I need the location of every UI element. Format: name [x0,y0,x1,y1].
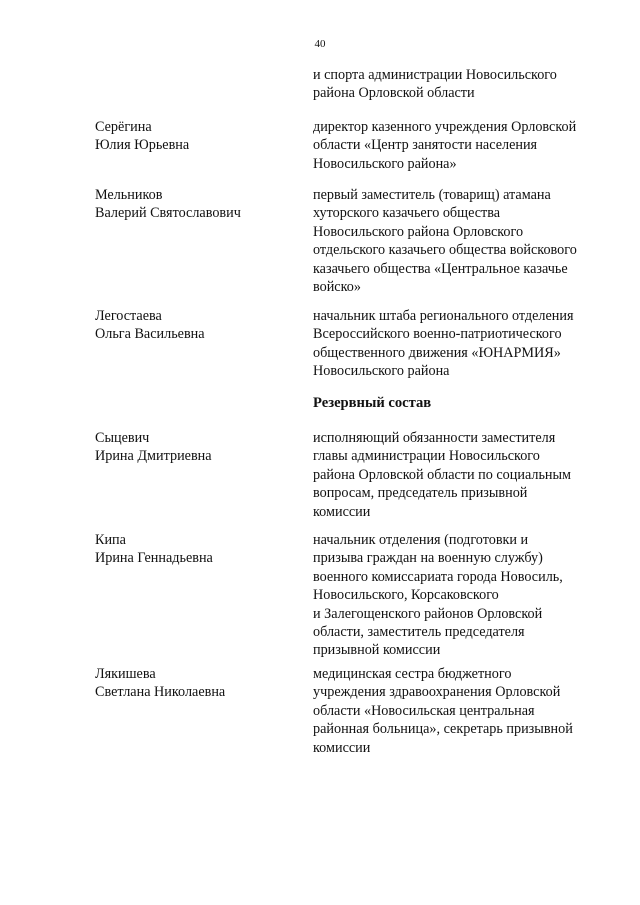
text-line: призывной комиссии [313,642,441,659]
text-line: области, заместитель председателя [313,624,525,641]
given-names: Валерий Святославович [95,205,241,222]
section-heading: Резервный состав [313,395,432,411]
text-line: комиссии [313,503,371,520]
reserve-member-position [313,429,613,521]
given-names: Юлия Юрьевна [95,137,190,154]
reserve-member-name [95,665,295,702]
surname: Легостаева [95,308,162,324]
member-name [95,118,295,155]
member-position [313,186,613,296]
text-line: отдельского казачьего общества войскового [313,242,577,259]
text-line: районная больница», секретарь призывной [313,721,573,738]
text-line: первый заместитель (товарищ) атамана [313,187,551,203]
text-line: начальник отделения (подготовки и [313,532,529,548]
text-line: главы администрации Новосильского [313,448,540,465]
given-names: Светлана Николаевна [95,684,226,701]
text-line: хуторского казачьего общества [313,205,501,222]
text-line: Новосильского района Орловского [313,223,524,240]
text-line: области «Центр занятости населения [313,137,538,154]
surname: Сыцевич [95,430,150,446]
member-position [313,118,613,173]
text-line: исполняющий обязанности заместителя [313,430,556,446]
text-line: начальник штаба регионального отделения [313,308,574,324]
text-line: Новосильского района [313,363,450,380]
reserve-member-position [313,665,613,757]
text-line: района Орловской области по социальным [313,466,572,483]
text-line: директор казенного учреждения Орловской [313,119,577,135]
text-line: и спорта администрации Новосильского [313,67,557,83]
text-line: казачьего общества «Центральное казачье [313,260,568,277]
intro-text [313,66,613,103]
text-line: Всероссийского военно-патриотического [313,326,562,343]
given-names: Ольга Васильевна [95,326,205,343]
member-name [95,307,295,344]
text-line: области «Новосильская центральная [313,702,535,719]
member-position [313,307,613,381]
text-line: района Орловской области [313,85,475,102]
text-line: войско» [313,279,361,296]
given-names: Ирина Дмитриевна [95,448,212,465]
surname: Лякишева [95,666,156,682]
text-line: призыва граждан на военную службу) [313,550,543,567]
text-line: Новосильского района» [313,155,457,172]
surname: Серёгина [95,119,152,135]
page-number: 40 [314,38,326,50]
surname: Кипа [95,532,126,548]
member-name [95,186,295,223]
text-line: военного комиссариата города Новосиль, [313,568,563,585]
text-line: вопросам, председатель призывной [313,485,528,502]
reserve-member-position [313,531,613,660]
given-names: Ирина Геннадьевна [95,550,213,567]
surname: Мельников [95,187,163,203]
text-line: Новосильского, Корсаковского [313,587,499,604]
text-line: медицинская сестра бюджетного [313,666,512,682]
text-line: учреждения здравоохранения Орловской [313,684,561,701]
reserve-member-name [95,429,295,466]
reserve-member-name [95,531,295,568]
text-line: общественного движения «ЮНАРМИЯ» [313,344,561,361]
text-line: комиссии [313,739,371,756]
text-line: и Залегощенского районов Орловской [313,605,543,622]
